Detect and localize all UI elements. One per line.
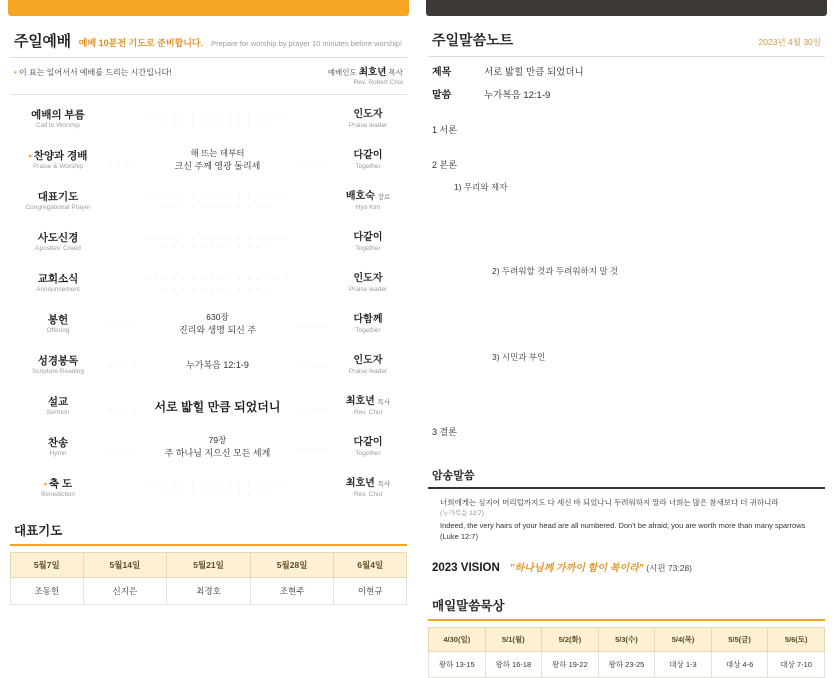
dots-left [106,468,140,509]
daily-reading-heading: 매일말씀묵상 [428,590,825,621]
order-role-en: Hyo Kim [355,203,381,211]
daily-date-header: 5/6(토) [768,628,825,652]
order-role-en: Together [355,449,381,457]
prayer-date-header: 5월28일 [250,553,334,578]
dots-left-text: · · · · [109,444,137,454]
order-role-ko [330,478,406,491]
sermon-title: 서로 밟힐 만큼 되었더니 [154,400,281,414]
dots-left [106,263,140,304]
order-detail-cell [140,99,295,140]
dots-right [295,427,329,468]
table-row [10,263,407,304]
dots-right [295,222,329,263]
left-column [0,0,417,626]
prayer-person-cell: 신지은 [83,578,167,605]
sermon-note-title-row [428,16,825,57]
outline-item: 1) 무리와 제자 [454,182,508,192]
order-detail-cell [140,427,295,468]
sermon-subject-label: 제목 [432,67,452,78]
order-role-ko: 다함께 [353,314,383,326]
order-role-ko: 다같이 [353,150,383,162]
order-name-cell [10,140,106,181]
dots-right [295,263,329,304]
prayer-date-header: 5월14일 [83,553,167,578]
outline-item: 3 결론 [432,427,457,437]
order-role-cell [329,386,407,427]
order-name-en: Hymn [49,449,67,457]
order-name-en: Announcement [36,285,80,293]
table-row [10,181,407,222]
vision-text [510,559,692,574]
prayer-schedule-heading: 대표기도 [10,515,407,546]
order-role-ko-text: 배호숙 [345,191,375,203]
daily-reading-cell: 왕하 13-15 [429,652,486,678]
table-row [10,140,407,181]
worship-subtitle-ko: 예배 10분전 기도로 준비합니다. [78,38,204,48]
dots-right-text: · · · · [298,157,326,167]
order-name-en: Benediction [41,490,75,498]
order-name-ko-text: 축 도 [48,477,73,490]
order-role-ko: 인도자 [353,355,383,367]
order-detail-cell [140,181,295,222]
sermon-note-title: 주일말씀노트 [432,32,514,48]
order-name-ko: 대표기도 [37,190,79,203]
table-header-row [429,628,825,652]
dots-left-text: · · · · [109,403,137,413]
order-role-en: Praise leader [348,121,388,129]
bullet-icon: • [43,478,47,489]
table-row [11,578,407,605]
order-detail-cell [140,222,295,263]
order-name-ko-text: 찬양과 경배 [33,149,88,162]
prayer-person-cell: 최경호 [167,578,251,605]
vision-reference: (시편 73:28) [646,563,693,573]
dots-right [295,99,329,140]
order-detail-line1: 누가복음 12:1-9 [186,359,249,370]
order-name-cell [10,222,106,263]
order-name-en: Congregational Prayer [25,203,91,211]
order-role-cell [329,304,407,345]
outline-item: 3) 시민과 부인 [492,352,546,362]
sermon-scripture-label: 말씀 [432,90,452,101]
order-role-ko: 인도자 [353,273,383,285]
table-row [10,222,407,263]
order-role-en: Praise leader [348,367,388,375]
sermon-subject-value: 서로 밟힐 만큼 되었더니 [484,67,584,78]
dots-left [106,386,140,427]
prayer-person-cell: 조동헌 [11,578,84,605]
order-role-ko: 다같이 [353,232,383,244]
order-name-cell [10,99,106,140]
order-name-en: Scripture Reading [31,367,85,375]
order-detail-line2: 크신 주께 영광 돌리세 [174,160,261,171]
worship-subtitle-en: Prepare for worship by prayer 10 minutes before worship! [211,39,403,48]
right-column [418,0,835,669]
order-detail-cell [140,345,295,386]
dots-left-text: · · · · [109,362,137,372]
order-role-en: Rev. Choi [353,490,383,498]
dots-right [295,181,329,222]
order-detail-line2: 진리와 생명 되신 주 [178,324,257,335]
order-name-en: Sermon [46,408,70,416]
order-name-cell [10,263,106,304]
order-name-ko: 봉헌 [47,313,69,326]
order-role-cell [329,345,407,386]
order-detail-line1: 630장 [206,312,229,323]
daily-date-header: 5/3(수) [598,628,655,652]
order-name-ko [11,478,105,491]
page-title: 주일예배 [14,33,71,50]
order-name-cell [10,304,106,345]
order-name-en: Praise & Worship [32,162,84,170]
prayer-date-header: 5월7일 [11,553,84,578]
order-name-ko [11,150,105,163]
memory-verse-ko-ref: (누가복음 12:7) [440,510,484,518]
daily-date-header: 5/2(화) [542,628,599,652]
order-role-cell [329,468,407,509]
order-name-ko: 찬송 [47,436,69,449]
notice-row [10,58,407,95]
daily-reading-cell: 왕하 23-25 [598,652,655,678]
vision-label: 2023 VISION [432,562,500,574]
dots-left [106,181,140,222]
sermon-outline [428,103,825,438]
order-role-cell [329,99,407,140]
order-name-cell [10,468,106,509]
standing-notice-text: 이 표는 일어서서 예배를 드리는 시간입니다! [19,68,172,77]
prayer-schedule-table [10,552,407,605]
order-role-cell [329,181,407,222]
prayer-person-cell: 이현규 [334,578,407,605]
daily-reading-cell: 대상 7-10 [768,652,825,678]
order-detail-line1: 해 뜨는 데부터 [190,148,245,159]
order-name-cell [10,181,106,222]
order-name-en: Offering [46,326,70,334]
dots-left [106,140,140,181]
order-role-ko [330,396,406,409]
order-role-suffix: 목사 [377,481,391,489]
right-top-banner [426,0,827,16]
dots-right [295,304,329,345]
sermon-subject-row [428,57,825,80]
order-role-ko: 다같이 [353,437,383,449]
order-role-cell [329,222,407,263]
dots-left [106,427,140,468]
bullet-icon: • [28,150,32,161]
order-name-en: Call to Worship [36,121,80,129]
dots-left [106,222,140,263]
worship-order-sheet [0,16,417,605]
sermon-scripture-row [428,80,825,103]
order-name-ko: 예배의 부름 [31,108,85,121]
memory-verse-en: Indeed, the very hairs of your head are all numbered. Don't be afraid; you are worth more than many sparrows (Luke 12:7) [440,521,806,542]
daily-reading-cell: 대상 4-6 [711,652,768,678]
dots-left-text: · · · · [109,321,137,331]
dots-left [106,99,140,140]
leader-label: 예배인도 [327,68,357,77]
order-role-ko: 인도자 [353,109,383,121]
order-name-ko: 사도신경 [37,231,79,244]
order-role-en: Rev. Choi [353,408,383,416]
order-role-en: Together [355,162,381,170]
order-role-cell [329,263,407,304]
daily-date-header: 5/1(월) [485,628,542,652]
order-detail-cell [140,263,295,304]
vision-text-quote: "하나님께 가까이 함이 복이라" [509,563,644,574]
order-role-suffix: 목사 [377,399,391,407]
memory-verse-heading: 암송말씀 [428,462,825,489]
sermon-note-sheet [418,16,835,678]
leader-dots: · · · · · · · · · · · · · · · · · · · · · · · · · · · · [145,110,290,129]
dots-right-text: · · · · [298,444,326,454]
memory-verse-ko: 너희에게는 심지어 머리털까지도 다 세신 바 되었나니 두려워하지 말라 너희는 많은 참새보다 더 귀하니라 [440,498,779,507]
vision-row [428,543,825,582]
left-top-banner [8,0,409,16]
table-row [10,386,407,427]
leader-title: 목사 [388,68,403,77]
order-role-cell [329,140,407,181]
order-role-suffix: 장로 [377,194,391,202]
daily-reading-cell: 왕하 19-22 [542,652,599,678]
table-row [10,345,407,386]
order-detail-line2: 주 하나님 지으신 모든 세계 [164,447,271,458]
daily-reading-table [428,627,825,678]
dots-right-text: · · · · [298,362,326,372]
daily-date-header: 5/5(금) [711,628,768,652]
dots-right [295,468,329,509]
table-header-row [11,553,407,578]
table-row [10,468,407,509]
dots-right-text: · · · · [298,321,326,331]
order-name-ko: 설교 [47,395,69,408]
outline-item: 1 서론 [432,125,457,135]
order-role-en: Together [355,244,381,252]
order-role-ko-text: 최호년 [345,396,375,408]
order-name-cell [10,345,106,386]
leader-name: 최호년 [358,67,387,78]
leader-name-en: Rev. Robert Choi [353,78,403,86]
table-row [10,304,407,345]
dots-left [106,304,140,345]
order-detail-line1: 79장 [208,435,227,446]
bullet-icon: • [14,68,17,77]
prayer-person-cell: 조현주 [250,578,334,605]
dots-left-text: · · · · [109,157,137,167]
order-role-en: Praise leader [348,285,388,293]
outline-item: 2 본론 [432,160,457,170]
dots-left [106,345,140,386]
sermon-note-date: 2023년 4월 30일 [758,37,821,47]
table-row [10,427,407,468]
daily-reading-cell: 왕하 16-18 [485,652,542,678]
outline-item: 2) 두려워할 것과 두려워하지 말 것 [492,266,619,276]
worship-leader-block [328,67,403,87]
order-role-en: Together [355,326,381,334]
worship-order-table [10,99,407,509]
order-name-en: Apostles' Creed [35,244,81,252]
order-role-cell [329,427,407,468]
daily-date-header: 5/4(목) [655,628,712,652]
order-name-cell [10,427,106,468]
order-detail-cell [140,304,295,345]
daily-date-header: 4/30(일) [429,628,486,652]
order-name-ko: 교회소식 [37,272,79,285]
standing-notice [14,67,172,78]
memory-verse-block [428,489,825,543]
order-role-ko-text: 최호년 [345,478,375,490]
prayer-date-header: 6월4일 [334,553,407,578]
order-name-ko: 성경봉독 [37,354,79,367]
order-detail-cell [140,468,295,509]
dots-right-text: · · · · [298,403,326,413]
dots-right [295,140,329,181]
leader-dots: · · · · · · · · · · · · · · · · · · · · · · · · · · · · [145,233,290,252]
leader-dots: · · · · · · · · · · · · · · · · · · · · · · · · · · · · [145,479,290,498]
daily-reading-cell: 대상 1-3 [655,652,712,678]
order-name-cell [10,386,106,427]
worship-title-row [10,16,407,58]
sermon-scripture-value: 누가복음 12:1-9 [484,90,551,101]
dots-right [295,386,329,427]
order-detail-cell [140,140,295,181]
prayer-date-header: 5월21일 [167,553,251,578]
table-row [10,99,407,140]
leader-dots: · · · · · · · · · · · · · · · · · · · · · · · · · · · · [145,192,290,211]
table-row [429,652,825,678]
dots-right [295,345,329,386]
leader-dots: · · · · · · · · · · · · · · · · · · · · · · · · · · · · [145,274,290,293]
order-role-ko [330,191,406,204]
order-detail-cell [140,386,295,427]
